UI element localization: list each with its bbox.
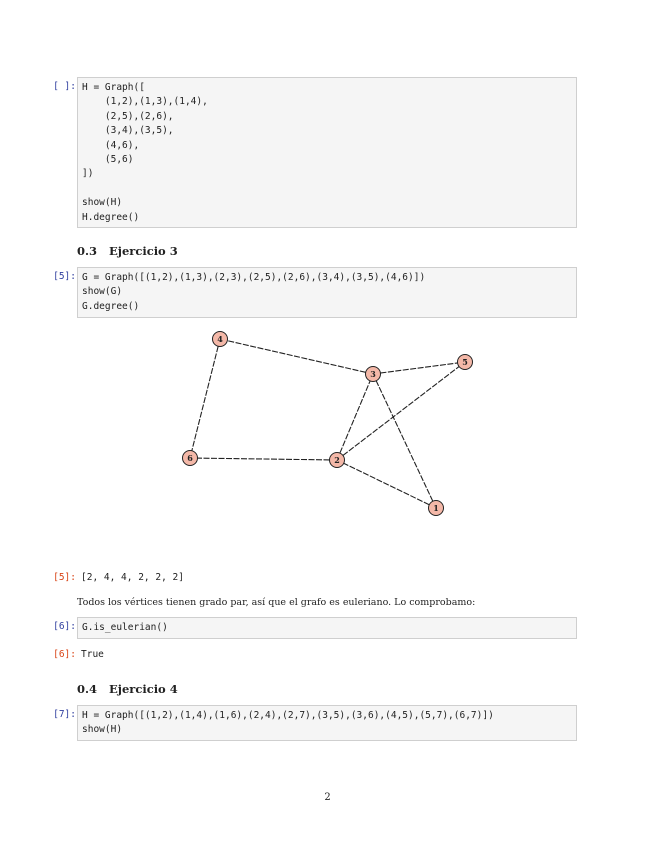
graph-vertex-label: 5 (462, 357, 468, 367)
graph-edge-2-3 (337, 374, 373, 460)
graph-edges (190, 339, 465, 508)
code-text: H = Graph([ (1,2),(1,3),(1,4), (2,5),(2,6), (3,4),(3,5), (4,6), (5,6) ]) show(H) H.degree() (82, 82, 208, 223)
paragraph: Todos los vértices tienen grado par, así que el grafo es euleriano. Lo comprobamo: (77, 597, 476, 608)
cell-prompt: [6]: (53, 621, 76, 632)
graph-edge-2-5 (337, 362, 465, 460)
section-number: 0.3 (77, 244, 98, 258)
graph-vertices (183, 332, 473, 516)
graph-vertex-3 (366, 367, 381, 382)
graph-vertex-label: 1 (433, 503, 439, 513)
graph-vertex-5 (458, 355, 473, 370)
graph-vertex-6 (183, 451, 198, 466)
output-text: True (81, 649, 104, 660)
graph-edge-3-4 (220, 339, 373, 374)
graph-edge-1-3 (373, 374, 436, 508)
graph-figure (160, 320, 490, 525)
graph-edge-4-6 (190, 339, 220, 458)
graph-vertex-label: 3 (370, 369, 376, 379)
cell-prompt: [ ]: (53, 81, 76, 92)
section-heading (77, 244, 178, 258)
output-prompt: [6]: (53, 649, 76, 660)
section-heading (77, 682, 178, 696)
graph-edge-2-6 (190, 458, 337, 460)
graph-vertex-label: 2 (334, 455, 340, 465)
graph-edge-1-2 (337, 460, 436, 508)
graph-vertex-1 (429, 501, 444, 516)
code-text: G = Graph([(1,2),(1,3),(2,3),(2,5),(2,6),(3,4),(3,5),(4,6)]) show(G) G.degree() (82, 272, 426, 312)
code-cell[interactable] (77, 617, 577, 639)
cell-prompt: [7]: (53, 709, 76, 720)
graph-vertex-2 (330, 453, 345, 468)
section-title: Ejercicio 4 (109, 682, 178, 696)
graph-vertex-label: 4 (217, 334, 223, 344)
code-text: G.is_eulerian() (82, 622, 168, 633)
cell-prompt: [5]: (53, 271, 76, 282)
code-cell[interactable] (77, 705, 577, 741)
graph-vertex-4 (213, 332, 228, 347)
code-cell[interactable] (77, 267, 577, 318)
section-title: Ejercicio 3 (109, 244, 178, 258)
output-text: [2, 4, 4, 2, 2, 2] (81, 572, 184, 583)
page-number: 2 (324, 792, 331, 803)
output-prompt: [5]: (53, 572, 76, 583)
code-text: H = Graph([(1,2),(1,4),(1,6),(2,4),(2,7),(3,5),(3,6),(4,5),(5,7),(6,7)]) show(H) (82, 710, 494, 736)
section-number: 0.4 (77, 682, 98, 696)
code-cell[interactable] (77, 77, 577, 228)
graph-vertex-label: 6 (187, 453, 193, 463)
